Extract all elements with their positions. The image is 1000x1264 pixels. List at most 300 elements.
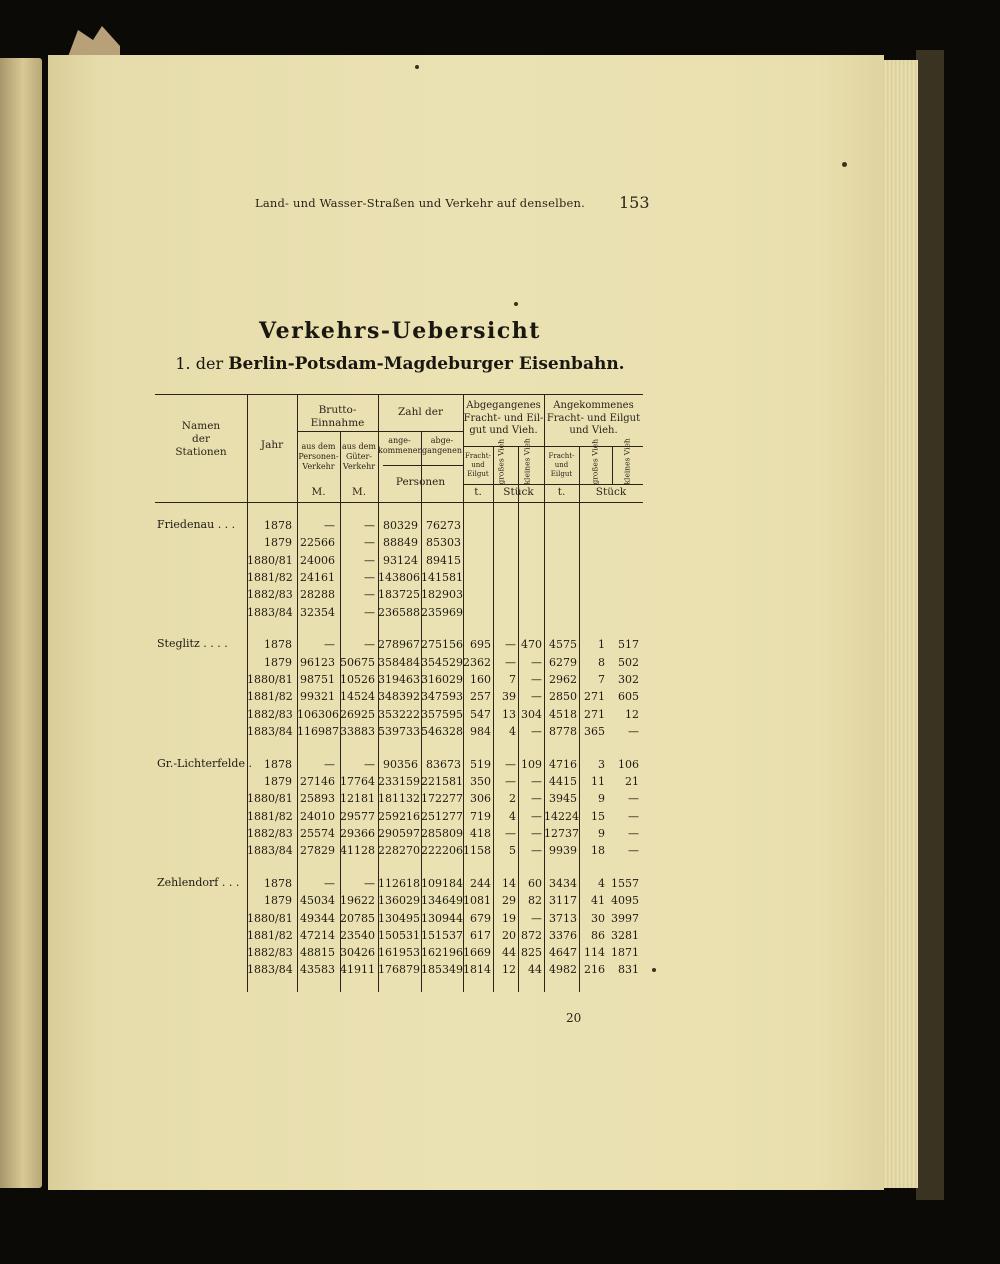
cell-nk <box>607 569 639 586</box>
cell-af <box>463 604 491 621</box>
page-number: 153 <box>619 193 650 212</box>
personen-header: Personen <box>395 476 446 488</box>
cell-an: 136029 <box>378 894 420 908</box>
cell-bp: 24010 <box>300 809 335 823</box>
cell-an: 130495 <box>378 911 420 925</box>
cell-af <box>463 569 491 586</box>
cell-ag <box>493 552 516 569</box>
cell-bg: — <box>364 605 375 619</box>
cell-ng: 365 <box>584 724 605 738</box>
cell-bg: 20785 <box>340 911 375 925</box>
ank-stueck-unit: Stück <box>595 486 627 498</box>
cell-nk: — <box>628 809 639 823</box>
cell-ab: 347593 <box>421 690 463 704</box>
cell-bg: — <box>364 638 375 652</box>
cell-an: 233159 <box>378 774 420 788</box>
cell-ag <box>493 569 516 586</box>
cell-ak: 60 <box>528 876 542 890</box>
cell-ak <box>518 586 542 603</box>
cell-ak <box>518 552 542 569</box>
page-subtitle <box>150 354 650 374</box>
cell-bg: 19622 <box>340 894 375 908</box>
cell-nf: 4647 <box>549 946 577 960</box>
cell-an: 319463 <box>378 672 420 686</box>
cell-an: 228270 <box>378 844 420 858</box>
cell-ak: 825 <box>521 946 542 960</box>
brutto-header: Brutto-Einnahme <box>310 404 365 430</box>
cell-nf: 3117 <box>549 894 577 908</box>
cell-bp: 98751 <box>300 672 335 686</box>
cell-bg: 12181 <box>340 792 375 806</box>
cell-bg: 17764 <box>340 774 375 788</box>
cell-ag: — <box>505 757 516 771</box>
cell-ag: 5 <box>509 844 516 858</box>
cell-ng: 18 <box>591 844 605 858</box>
cell-nf: 4575 <box>549 638 577 652</box>
cell-nf: 8778 <box>549 724 577 738</box>
mark-unit-gueter: M. <box>351 486 367 498</box>
cell-ab: 285809 <box>421 826 463 840</box>
cell-ab: 235969 <box>421 605 463 619</box>
cell-ng: 86 <box>591 928 605 942</box>
cell-ng: 8 <box>598 655 605 669</box>
cell-ab: 83673 <box>426 757 461 771</box>
station-column-header: Namen der Stationen <box>175 420 227 459</box>
cell-year: 1879 <box>264 894 292 908</box>
cell-bp: 47214 <box>300 928 335 942</box>
cell-year: 1882/83 <box>247 826 293 840</box>
cell-nk: 21 <box>625 774 639 788</box>
cell-an: 176879 <box>378 963 420 977</box>
cell-nf: 3713 <box>549 911 577 925</box>
cell-bp: — <box>324 519 335 532</box>
cell-ab: 251277 <box>421 809 463 823</box>
cell-ag: 14 <box>502 876 516 890</box>
cell-af: 695 <box>470 638 491 652</box>
cell-ng: 216 <box>584 963 605 977</box>
cell-nk: 605 <box>618 690 639 704</box>
cell-bg: 41128 <box>340 844 375 858</box>
cell-ak: — <box>531 826 542 840</box>
cell-year: 1880/81 <box>247 672 293 686</box>
cell-nk: 4095 <box>611 894 639 908</box>
cell-year: 1881/82 <box>247 570 293 584</box>
cell-an: 181132 <box>378 792 420 806</box>
cell-ng: 3 <box>598 757 605 771</box>
cell-ng <box>579 604 605 621</box>
ank-tonnen-unit: t. <box>557 486 566 498</box>
cell-ab: 130944 <box>421 911 463 925</box>
cell-nk: 3997 <box>611 911 639 925</box>
cell-bp: 48815 <box>300 946 335 960</box>
cell-an: 348392 <box>378 690 420 704</box>
page-title: Verkehrs-Uebersicht <box>259 318 541 344</box>
cell-nk: 831 <box>618 963 639 977</box>
cell-bg: 33883 <box>340 724 375 738</box>
cell-bp: 28288 <box>300 588 335 602</box>
cell-bg: — <box>364 536 375 550</box>
cell-af: 1081 <box>463 894 491 908</box>
cell-year: 1880/81 <box>247 911 293 925</box>
cell-bp: 25893 <box>300 792 335 806</box>
cell-nk: 106 <box>618 757 639 771</box>
abgegangenen-header: abge- gangenen <box>422 436 462 455</box>
traffic-table <box>155 394 643 994</box>
cell-af: 1158 <box>463 844 491 858</box>
cell-an: 183725 <box>378 588 420 602</box>
cell-an: 259216 <box>378 809 420 823</box>
cell-year: 1882/83 <box>247 707 293 721</box>
cell-ag <box>493 517 516 534</box>
cell-an: 112618 <box>378 876 420 890</box>
cell-ab: 134649 <box>421 894 463 908</box>
cell-year: 1879 <box>264 774 292 788</box>
cell-ag: 4 <box>509 724 516 738</box>
abg-stueck-unit: Stück <box>503 486 534 498</box>
cell-nf: 4415 <box>549 774 577 788</box>
cell-af: 160 <box>470 672 491 686</box>
cell-ng: 114 <box>584 946 605 960</box>
cell-an: 150531 <box>378 928 420 942</box>
cell-nf: 4518 <box>549 707 577 721</box>
cell-nf <box>544 604 577 621</box>
cell-ab: 185349 <box>421 963 463 977</box>
cell-nk: 1871 <box>611 946 639 960</box>
cell-ng: 9 <box>598 826 605 840</box>
cell-ng: 11 <box>591 774 605 788</box>
cell-nf: 3945 <box>549 792 577 806</box>
cell-bp: — <box>324 876 335 890</box>
cell-nf: 4982 <box>549 963 577 977</box>
cell-an: 358484 <box>378 655 420 669</box>
cell-nk: 302 <box>618 672 639 686</box>
brutto-gueter-header: aus dem Güter- Verkehr <box>341 442 376 471</box>
cell-bp: 106306 <box>297 707 339 721</box>
mark-unit-personen: M. <box>311 486 326 498</box>
cell-bg: — <box>364 588 375 602</box>
cell-bg: — <box>364 519 375 532</box>
subtitle-prefix: 1. der <box>175 354 224 373</box>
cell-ng: 30 <box>591 911 605 925</box>
cell-af <box>463 534 491 551</box>
cell-bp: 22566 <box>300 536 335 550</box>
cell-ng <box>579 552 605 569</box>
cell-year: 1880/81 <box>247 553 293 567</box>
cell-ak: — <box>531 844 542 858</box>
cell-nk <box>607 604 639 621</box>
cell-ag: 44 <box>502 946 516 960</box>
cell-year: 1879 <box>264 655 292 669</box>
cell-year: 1882/83 <box>247 588 293 602</box>
brutto-personen-header: aus dem Personen- Verkehr <box>298 442 339 471</box>
cell-an: 143806 <box>378 570 420 584</box>
cell-nk <box>607 534 639 551</box>
station-name: Gr.-Lichterfelde . <box>157 756 252 770</box>
cell-ak: — <box>531 672 542 686</box>
cell-ng: 271 <box>584 690 605 704</box>
cell-ab: 222206 <box>421 844 463 858</box>
cell-nf <box>544 534 577 551</box>
cell-ag: 4 <box>509 809 516 823</box>
cell-bg: 50675 <box>340 655 375 669</box>
cell-bp: 24006 <box>300 553 335 567</box>
station-name: Zehlendorf . . . <box>157 875 240 889</box>
ank-grosses-vieh-header: großes Vieh <box>590 438 600 485</box>
cell-bp: 99321 <box>300 690 335 704</box>
cell-bp: 49344 <box>300 911 335 925</box>
ank-kleines-vieh-header: kleines Vieh <box>622 438 632 485</box>
cell-ag: — <box>505 655 516 669</box>
cell-ng: 4 <box>598 876 605 890</box>
cell-af: 1814 <box>463 963 491 977</box>
cell-year: 1878 <box>264 519 292 532</box>
cell-an: 80329 <box>383 519 418 532</box>
cell-an: 88849 <box>383 536 418 550</box>
cell-nf: 9939 <box>549 844 577 858</box>
cell-an: 93124 <box>383 553 418 567</box>
cell-ab: 354529 <box>421 655 463 669</box>
abg-grosses-vieh-header: großes Vieh <box>496 438 506 485</box>
cell-year: 1881/82 <box>247 809 293 823</box>
cell-af <box>463 586 491 603</box>
cell-year: 1878 <box>264 876 292 890</box>
cell-bg: — <box>364 757 375 771</box>
cell-year: 1880/81 <box>247 792 293 806</box>
cell-nk: 3281 <box>611 928 639 942</box>
cell-ak: 304 <box>521 707 542 721</box>
cell-ag <box>493 604 516 621</box>
cell-ng <box>579 569 605 586</box>
cell-year: 1881/82 <box>247 928 293 942</box>
signature-mark: 20 <box>566 1011 582 1025</box>
cell-ak: — <box>531 809 542 823</box>
cell-ak: 109 <box>521 757 542 771</box>
cell-ab: 89415 <box>426 553 461 567</box>
cell-nk: 517 <box>618 638 639 652</box>
cell-ng: 15 <box>591 809 605 823</box>
cell-bg: 10526 <box>340 672 375 686</box>
cell-bp: — <box>324 757 335 771</box>
cell-bp: 116987 <box>297 724 339 738</box>
cell-bg: 23540 <box>340 928 375 942</box>
cell-an: 290597 <box>378 826 420 840</box>
cell-ab: 76273 <box>426 519 461 532</box>
cell-nk <box>607 552 639 569</box>
cell-nf <box>544 586 577 603</box>
cell-bp: 24161 <box>300 570 335 584</box>
cell-ag: 2 <box>509 792 516 806</box>
cell-nf <box>544 517 577 534</box>
cell-af: 2362 <box>463 655 491 669</box>
cell-nf: 14224 <box>544 809 579 823</box>
cell-an: 353222 <box>378 707 420 721</box>
cell-nf: 6279 <box>549 655 577 669</box>
cell-af <box>463 552 491 569</box>
cell-ng: 7 <box>598 672 605 686</box>
cell-ab: 275156 <box>421 638 463 652</box>
angekommenen-header: ange- kommenen <box>378 436 423 455</box>
cell-ng <box>579 586 605 603</box>
cell-af: 679 <box>470 911 491 925</box>
cell-nk: — <box>628 826 639 840</box>
cell-ab: 546328 <box>421 724 463 738</box>
cell-an: 161953 <box>378 946 420 960</box>
left-page-edge <box>0 58 42 1188</box>
cell-ak <box>518 534 542 551</box>
cell-ng: 9 <box>598 792 605 806</box>
cell-ag: 19 <box>502 911 516 925</box>
cell-ak <box>518 569 542 586</box>
cell-ab: 85303 <box>426 536 461 550</box>
cell-ag: 29 <box>502 894 516 908</box>
cell-year: 1883/84 <box>247 724 293 738</box>
cell-ak: 470 <box>521 638 542 652</box>
ank-fracht-header: Fracht- und Eilgut <box>548 452 575 478</box>
cell-year: 1883/84 <box>247 844 293 858</box>
cell-bp: 45034 <box>300 894 335 908</box>
cell-ag: 7 <box>509 672 516 686</box>
station-name: Friedenau . . . <box>157 518 236 531</box>
cell-nk: 1557 <box>611 876 639 890</box>
cell-ag: — <box>505 826 516 840</box>
cell-ak: — <box>531 724 542 738</box>
cell-af: 547 <box>470 707 491 721</box>
cell-bg: — <box>364 876 375 890</box>
cell-an: 539733 <box>378 724 420 738</box>
cell-bg: — <box>364 570 375 584</box>
cell-year: 1883/84 <box>247 605 293 619</box>
running-head: Land- und Wasser-Straßen und Verkehr auf denselben. <box>255 196 585 210</box>
cell-ak: — <box>531 655 542 669</box>
cell-ak <box>518 517 542 534</box>
cell-nk: — <box>628 724 639 738</box>
cell-year: 1882/83 <box>247 946 293 960</box>
subtitle-railway-name: Berlin-Potsdam-Magdeburger Eisenbahn. <box>228 354 625 374</box>
cell-ng <box>579 517 605 534</box>
cell-ab: 357595 <box>421 707 463 721</box>
cell-nf <box>544 569 577 586</box>
cell-af: 1669 <box>463 946 491 960</box>
cell-ab: 109184 <box>421 876 463 890</box>
cell-ag: — <box>505 638 516 652</box>
cell-bg: 29577 <box>340 809 375 823</box>
abg-kleines-vieh-header: kleines Vieh <box>522 438 532 485</box>
cell-ag: 20 <box>502 928 516 942</box>
abgegangenes-header: Abgegangenes Fracht- und Eil- gut und Vieh. <box>463 400 544 436</box>
abg-tonnen-unit: t. <box>474 486 482 498</box>
cell-af: 350 <box>470 774 491 788</box>
cell-nf: 3376 <box>549 928 577 942</box>
year-column-header: Jahr <box>260 439 284 451</box>
cell-nk: 12 <box>625 707 639 721</box>
cell-an: 90356 <box>383 757 418 771</box>
cell-af: 984 <box>470 724 491 738</box>
cell-bg: — <box>364 553 375 567</box>
cell-bp: 25574 <box>300 826 335 840</box>
cell-ab: 141581 <box>421 570 463 584</box>
cell-ak <box>518 604 542 621</box>
cell-ag <box>493 586 516 603</box>
cell-an: 278967 <box>378 638 420 652</box>
cell-year: 1878 <box>264 638 292 652</box>
cell-ab: 172277 <box>421 792 463 806</box>
cell-ak: 872 <box>521 928 542 942</box>
cell-bp: 96123 <box>300 655 335 669</box>
cell-ng: 1 <box>598 638 605 652</box>
cell-ng: 41 <box>591 894 605 908</box>
cell-year: 1879 <box>264 536 292 550</box>
cell-year: 1878 <box>264 757 292 771</box>
cell-bp: 43583 <box>300 963 335 977</box>
cell-ag <box>493 534 516 551</box>
cell-ab: 162196 <box>421 946 463 960</box>
cell-ab: 151537 <box>421 928 463 942</box>
cell-af: 719 <box>470 809 491 823</box>
cell-bg: 30426 <box>340 946 375 960</box>
cell-ab: 316029 <box>421 672 463 686</box>
cell-af <box>463 517 491 534</box>
cell-ak: 82 <box>528 894 542 908</box>
cell-af: 617 <box>470 928 491 942</box>
cell-ag: 13 <box>502 707 516 721</box>
cell-af: 257 <box>470 690 491 704</box>
cell-ab: 182903 <box>421 588 463 602</box>
cell-bg: 14524 <box>340 690 375 704</box>
cell-nf: 2850 <box>549 690 577 704</box>
cell-nf: 4716 <box>549 757 577 771</box>
cell-ak: — <box>531 690 542 704</box>
cell-nf <box>544 552 577 569</box>
cell-ag: 39 <box>502 690 516 704</box>
cell-ab: 221581 <box>421 774 463 788</box>
cell-ak: — <box>531 792 542 806</box>
book-cover-edge <box>916 50 944 1200</box>
zahl-header: Zahl der <box>398 406 443 418</box>
cell-ag: — <box>505 774 516 788</box>
station-name: Steglitz . . . . <box>157 637 228 651</box>
cell-ag: 12 <box>502 963 516 977</box>
cell-bg: 26925 <box>340 707 375 721</box>
cell-af: 519 <box>470 757 491 771</box>
cell-ak: — <box>531 911 542 925</box>
cell-nk: 502 <box>618 655 639 669</box>
cell-af: 244 <box>470 876 491 890</box>
abg-fracht-header: Fracht- und Eilgut <box>465 452 491 478</box>
cell-nk: — <box>628 844 639 858</box>
cell-bg: 29366 <box>340 826 375 840</box>
cell-bp: 27829 <box>300 844 335 858</box>
cell-nk: — <box>628 792 639 806</box>
cell-bg: 41911 <box>340 963 375 977</box>
cell-bp: — <box>324 638 335 652</box>
angekommenes-header: Angekommenes Fracht- und Eilgut und Vieh. <box>546 400 641 436</box>
cell-ak: 44 <box>528 963 542 977</box>
cell-an: 236588 <box>378 605 420 619</box>
cell-ak: — <box>531 774 542 788</box>
cell-nf: 2962 <box>549 672 577 686</box>
cell-ng: 271 <box>584 707 605 721</box>
cell-bp: 27146 <box>300 774 335 788</box>
cell-nf: 12737 <box>544 826 579 840</box>
cell-year: 1881/82 <box>247 690 293 704</box>
cell-bp: 32354 <box>300 605 335 619</box>
cell-nf: 3434 <box>549 876 577 890</box>
cell-nk <box>607 517 639 534</box>
cell-year: 1883/84 <box>247 963 293 977</box>
cell-ng <box>579 534 605 551</box>
cell-nk <box>607 586 639 603</box>
cell-af: 418 <box>470 826 491 840</box>
